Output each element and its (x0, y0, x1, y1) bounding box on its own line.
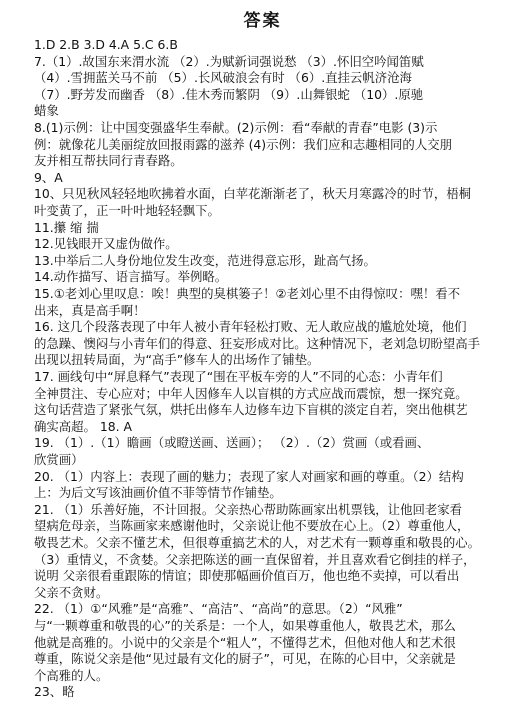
answer-line: 14.动作描写、语言描写。举例略。 (34, 269, 228, 285)
answer-line: 例：就像花儿美丽绽放回报雨露的滋养 (4)示例：我们应和志趣相同的人交朋 (34, 136, 452, 152)
answer-line: 全神贯注、专心应对；中年人因修车人以盲棋的方式应战而震惊，想一探究竟。 (34, 385, 468, 401)
answer-line: 说明 父亲很看重跟陈的情谊；即使那幅画价值百万，他也绝不卖掉，可以看出 (34, 568, 460, 584)
answer-line: 这句话营造了紧张气氛，烘托出修车人边修车边下盲棋的淡定自若，突出他棋艺 (34, 402, 468, 418)
answer-line: 10、只见秋风轻轻地吹拂着水面，白苹花渐渐老了，秋天月寒露冷的时节，梧桐 (34, 186, 472, 202)
answer-line: 9、A (34, 169, 63, 185)
answer-line: 22. （1）①“风雅”是“高雅”、“高洁”、“高尚”的意思。（2）“风雅” (34, 601, 403, 617)
answer-line: 19. （1）.（1）瞻画（或瞪送画、送画）； （2）.（2）赏画（或看画、 (34, 435, 430, 451)
answer-line: 11.攥 缩 揣 (34, 219, 99, 235)
answer-line: 出来，真是高手啊！ (34, 302, 146, 318)
answer-line: 7.（1）.故国东来渭水流 （2）.为赋新词强说愁 （3）.怀旧空吟闻笛赋 (34, 53, 424, 69)
answer-line: 的急躁、懊闷与小青年们的得意、狂妄形成对比。这种情况下，老刘急切盼望高手 (34, 335, 481, 351)
answer-line: 确实高超。 18. A (34, 418, 133, 434)
answer-line: 叶变黄了，正一叶叶地轻轻飘下。 (34, 203, 220, 218)
answer-line: 友并相互帮扶同行青春路。 (34, 153, 183, 169)
answer-line: 出现以扭转局面，为“高手”修车人的出场作了铺垫。 (34, 352, 320, 368)
answer-line: （7）.野芳发而幽香 （8）.佳木秀而繁阴 （9）.山舞银蛇 （10）.原驰 (34, 86, 424, 102)
answer-line: 上：为后文写该油画价值不菲等情节作铺垫。 (34, 485, 282, 501)
answer-line: 16. 这几个段落表现了中年人被小青年轻松打败、无人敢应战的尴尬处境，他们 (34, 319, 467, 335)
answer-line: 8.(1)示例：让中国变强盛华生奉献。(2)示例：看“奉献的青春”电影 (3)示 (34, 120, 438, 135)
answer-line: 他就是高雅的。小说中的父亲是个“粗人”，不懂得艺术，但他对他人和艺术很 (34, 634, 456, 650)
answer-line: 15.①老刘心里叹息：唉！典型的臭棋篓子！②老刘心里不由得惊叹：嘿！看不 (34, 286, 461, 301)
answer-line: 13.中举后二人身份地位发生改变，范进得意忘形，趾高气扬。 (34, 252, 376, 268)
answer-line: 个高雅的人。 (34, 667, 109, 683)
answer-line: 蜡象 (34, 103, 59, 119)
answer-line: 父亲不贪财。 (34, 584, 109, 600)
answer-line: 21. （1）乐善好施，不计回报。父亲热心帮助陈画家出机票钱，让他回老家看 (34, 501, 463, 517)
answer-line: 1.D 2.B 3.D 4.A 5.C 6.B (34, 37, 178, 52)
answer-line: 尊重，陈说父亲是他“见过最有文化的厨子”，可见，在陈的心目中，父亲就是 (34, 651, 456, 667)
answer-line: （4）.雪拥蓝关马不前 （5）.长风破浪会有时 （6）.直挂云帆济沧海 (34, 70, 412, 86)
answer-line: 望病危母亲，当陈画家来感谢他时，父亲说让他不要放在心上。（2）尊重他人， (34, 518, 470, 534)
answer-line: 敬畏艺术。父亲不懂艺术，但很尊重搞艺术的人，对艺术有一颗尊重和敬畏的心。 (34, 535, 481, 550)
answer-line: 20. （1）内容上：表现了画的魅力；表现了家人对画家和画的尊重。（2）结构 (34, 468, 464, 484)
answer-line: 与“一颗尊重和敬畏的心”的关系是：一个人，如果尊重他人，敬畏艺术，那么 (34, 618, 456, 633)
answer-line: （3）重情义，不贪婪。父亲把陈送的画一直保留着，并且喜欢看它倒挂的样子， (34, 551, 476, 567)
page-title: 答案 (243, 11, 282, 31)
answer-line: 17. 画线句中“屏息释气”表现了“围在平板车旁的人”不同的心态：小青年们 (34, 369, 443, 384)
answer-line: 欣赏画） (34, 452, 84, 467)
answer-line: 12.见钱眼开又虚伪做作。 (34, 236, 178, 252)
answer-line: 23、略 (34, 684, 75, 700)
